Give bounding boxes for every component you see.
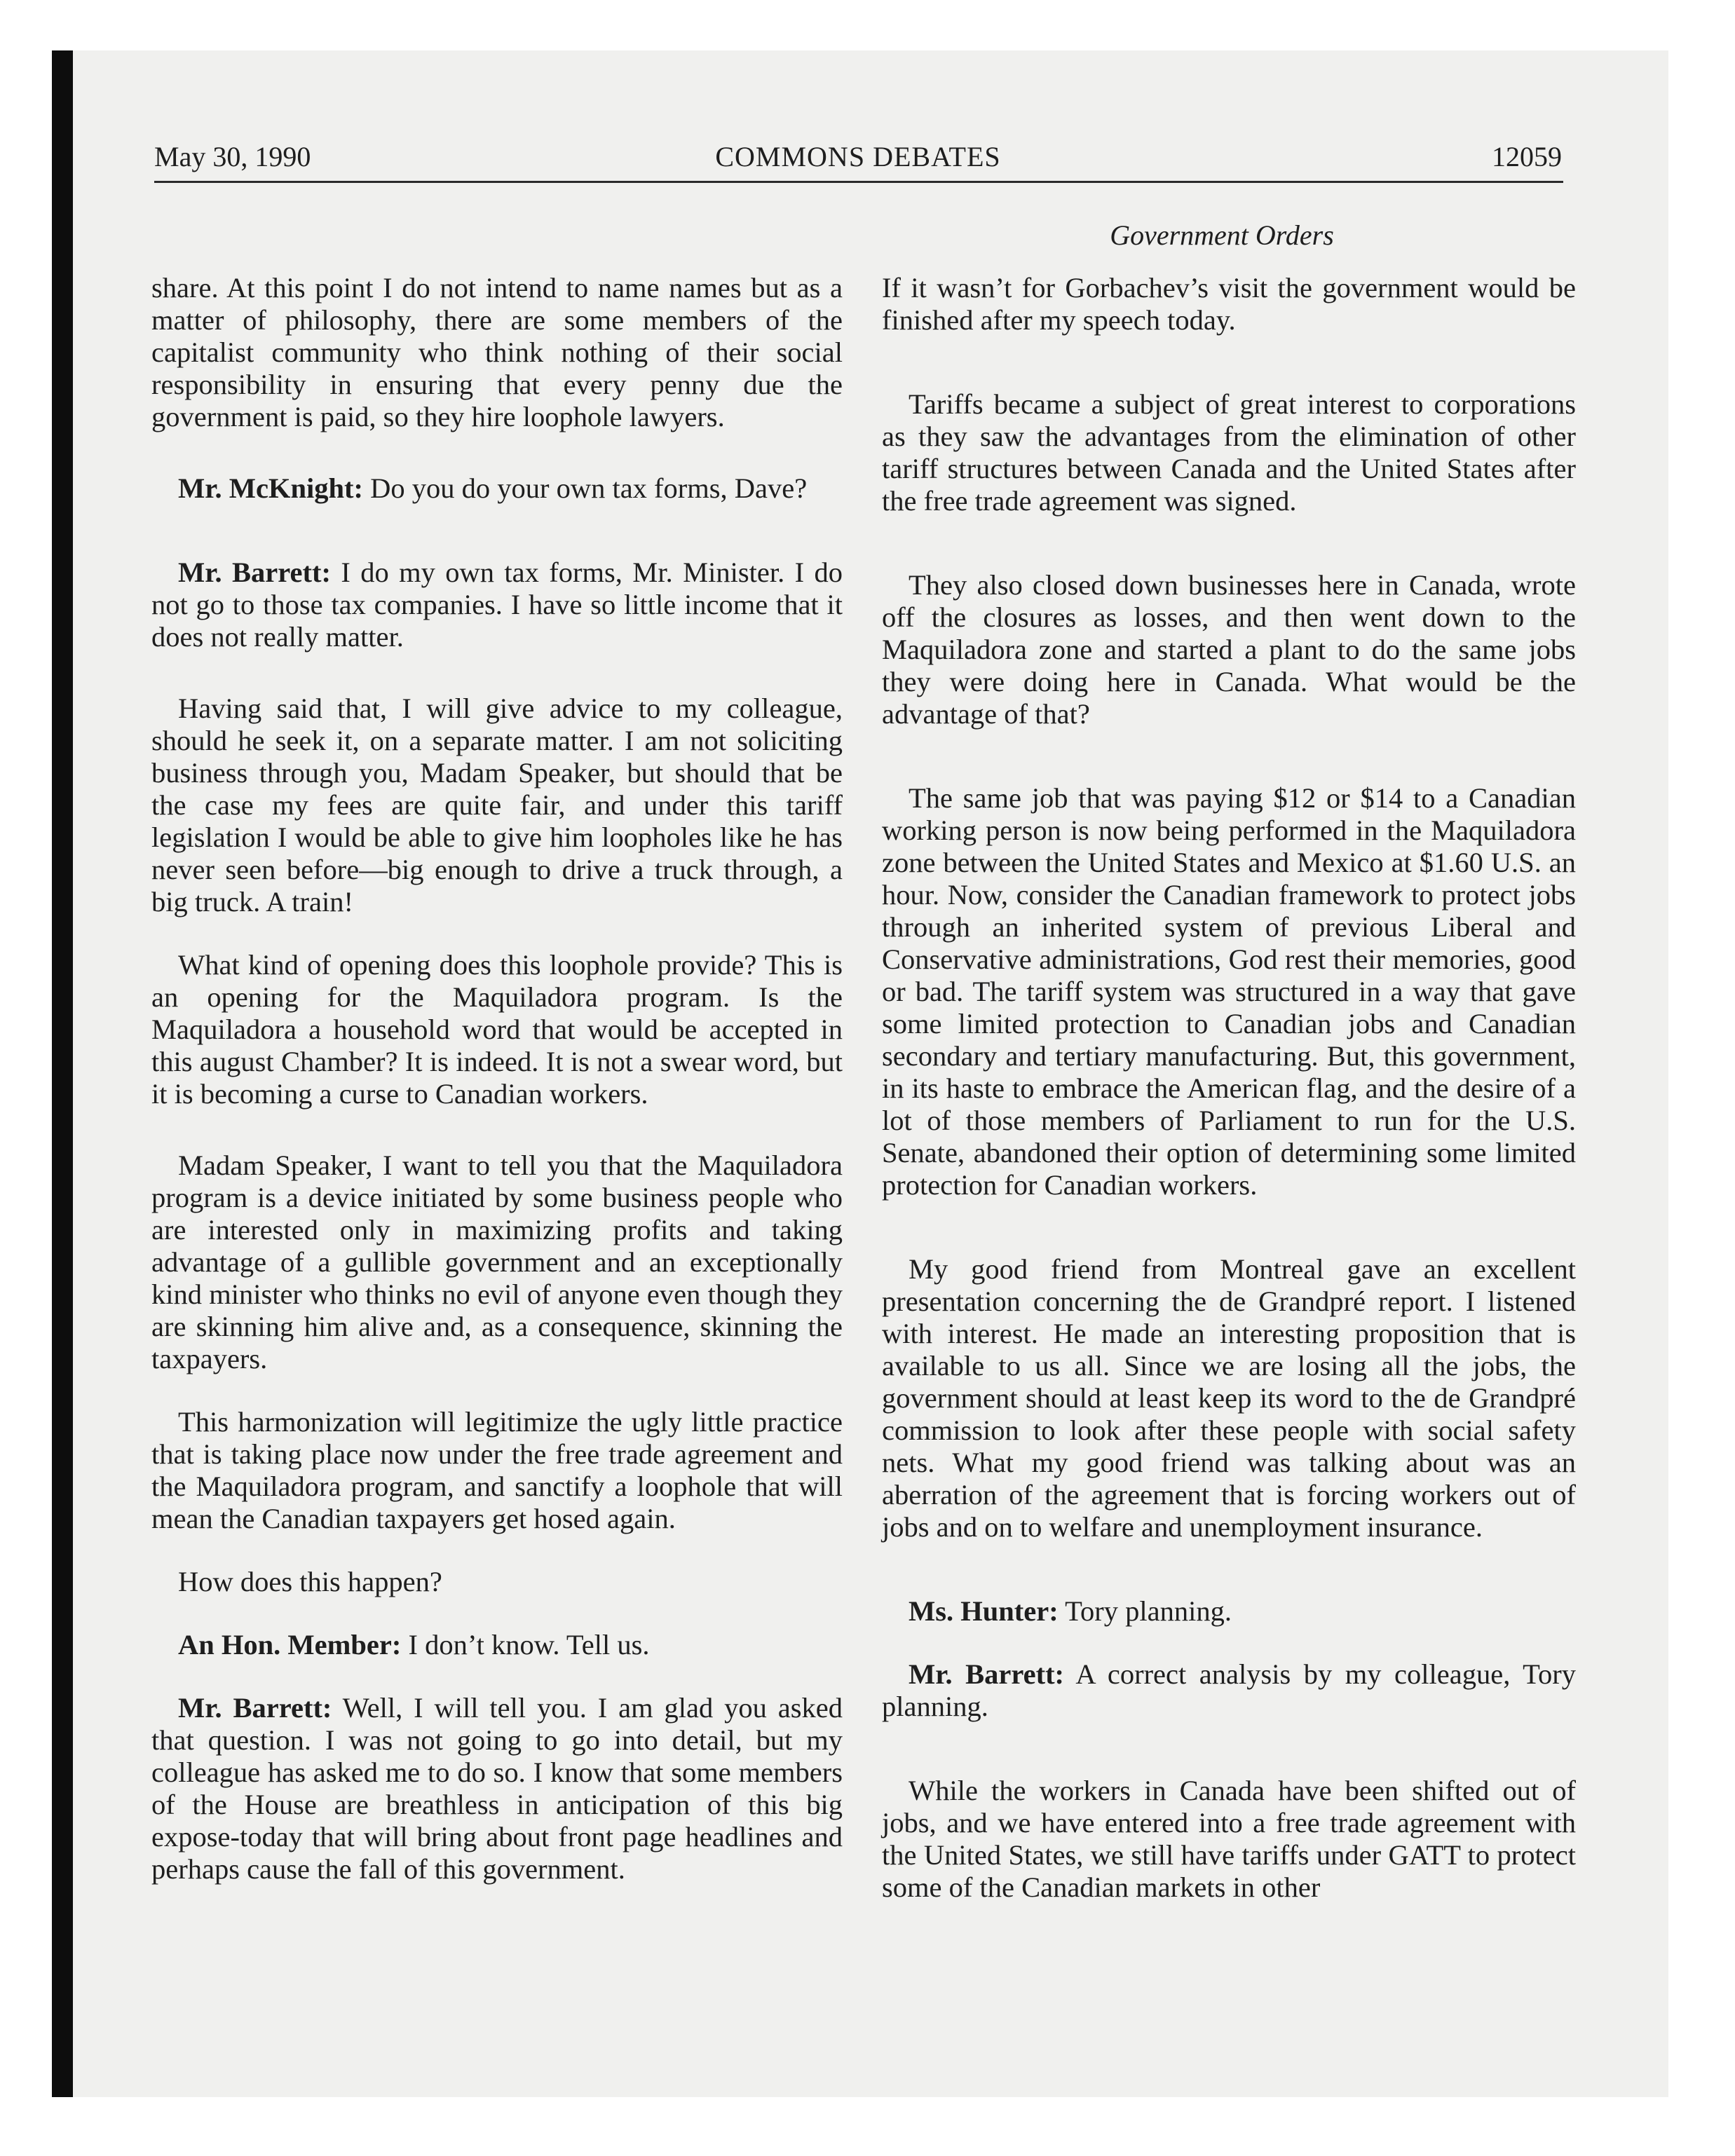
paragraph	[882, 569, 1576, 730]
speaker-name: Mr. Barrett:	[178, 1692, 332, 1724]
paragraph	[151, 272, 843, 433]
header-rule	[154, 181, 1563, 183]
paragraph-text: A correct analysis by my colleague, Tory planning.	[882, 1658, 1576, 1722]
section-label: Government Orders	[1110, 219, 1334, 251]
paragraph-text: What kind of opening does this loophole provide? This is an opening for the Maquiladora program. Is the Maquiladora a household word that would be accepted in this august Chamber? It is indeed. It is not a swear word, but it is becoming a curse to Canadian workers.	[151, 949, 843, 1110]
paragraph-text: This harmonization will legitimize the ugly little practice that is taking place now under the free trade agreement and the Maquiladora program, and sanctify a loophole that will mean the Canadian taxpayers get hosed again.	[151, 1406, 843, 1534]
scan-edge-shadow	[52, 50, 73, 2097]
page-header	[154, 140, 1562, 182]
paragraph-text: Do you do your own tax forms, Dave?	[370, 472, 808, 504]
speaker-name: Mr. Barrett:	[178, 557, 331, 588]
paragraph	[882, 1253, 1576, 1543]
left-column	[151, 272, 843, 1925]
paragraph-text: My good friend from Montreal gave an excellent presentation concerning the de Grandpré report. I listened with interest. He made an interesting proposition that is available to us all. Since we are losing all the jobs, the government should at least keep its word to the de Grandpré commission to look after these people with social safety nets. What my good friend was talking about was an aberration of the agreement that is forcing workers out of jobs and on to welfare and unemployment insurance.	[882, 1253, 1576, 1543]
paragraph-text: How does this happen?	[178, 1566, 442, 1597]
paragraph	[882, 1775, 1576, 1904]
speech-paragraph	[882, 1595, 1576, 1628]
paragraph-text: share. At this point I do not intend to name names but as a matter of philosophy, there are some members of the capitalist community who think nothing of their social responsibility in ensuring that every penny due the government is paid, so they hire loophole lawyers.	[151, 272, 843, 432]
speech-paragraph	[151, 472, 843, 505]
speaker-name: Ms. Hunter:	[909, 1595, 1059, 1627]
paragraph	[151, 949, 843, 1110]
paragraph-text: Tariffs became a subject of great interest to corporations as they saw the advantages from the elimination of other tariff structures between Canada and the United States after the free trade agreement was signed.	[882, 388, 1576, 517]
paragraph	[151, 1566, 843, 1598]
paragraph	[882, 272, 1576, 336]
paragraph	[882, 388, 1576, 517]
paragraph	[151, 692, 843, 918]
paragraph-text: Tory planning.	[1065, 1595, 1232, 1627]
paragraph	[882, 782, 1576, 1201]
paragraph-text: Madam Speaker, I want to tell you that the Maquiladora program is a device initiated by some business people who are interested only in maximizing profits and taking advantage of a gullible government and an exceptionally kind minister who thinks no evil of anyone even though they are skinning him alive and, as a consequence, skinning the taxpayers.	[151, 1149, 843, 1374]
paragraph-text: The same job that was paying $12 or $14 to a Canadian working person is now being performed in the Maquiladora zone between the United States and Mexico at $1.60 U.S. an hour. Now, consider the Canadian framework to protect jobs through an inherited system of previous Liberal and Conservative administrations, God rest their memories, good or bad. The tariff system was structured in a way that gave some limited protection to Canadian jobs and Canadian secondary and tertiary manufacturing. But, this government, in its haste to embrace the American flag, and the desire of a lot of those members of Parliament to run for the U.S. Senate, abandoned their option of determining some limited protection for Canadian workers.	[882, 782, 1576, 1201]
paragraph-text: Having said that, I will give advice to my colleague, should he seek it, on a separate matter. I am not soliciting business through you, Madam Speaker, but should that be the case my fees are quite fair, and under this tariff legislation I would be able to give him loopholes like he has never seen before—big enough to drive a truck through, a big truck. A train!	[151, 692, 843, 917]
right-column	[882, 272, 1576, 1943]
speaker-name: Mr. McKnight:	[178, 472, 363, 504]
paragraph-text: If it wasn’t for Gorbachev’s visit the government would be finished after my speech today.	[882, 272, 1576, 336]
speech-paragraph	[151, 557, 843, 653]
paragraph	[151, 1149, 843, 1375]
speech-paragraph	[151, 1629, 843, 1661]
header-page-number: 12059	[1492, 141, 1562, 172]
speech-paragraph	[151, 1692, 843, 1885]
paragraph-text: I don’t know. Tell us.	[408, 1629, 650, 1660]
header-title: COMMONS DEBATES	[715, 141, 1001, 172]
speaker-name: An Hon. Member:	[178, 1629, 402, 1660]
header-date: May 30, 1990	[154, 141, 311, 172]
paragraph-text: I do my own tax forms, Mr. Minister. I do not go to those tax companies. I have so little income that it does not really matter.	[151, 557, 843, 653]
speech-paragraph	[882, 1658, 1576, 1723]
paragraph-text: While the workers in Canada have been shifted out of jobs, and we have entered into a free trade agreement with the United States, we still have tariffs under GATT to protect some of the Canadian markets in other	[882, 1775, 1576, 1903]
paragraph	[151, 1406, 843, 1535]
paragraph-text: They also closed down businesses here in Canada, wrote off the closures as losses, and then went down to the Maquiladora zone and started a plant to do the same jobs they were doing here in Canada. What would be the advantage of that?	[882, 569, 1576, 730]
paragraph-text: Well, I will tell you. I am glad you asked that question. I was not going to go into detail, but my colleague has asked me to do so. I know that some members of the House are breathless in anticipation of this big expose-today that will bring about front page headlines and perhaps cause the fall of this government.	[151, 1692, 843, 1885]
speaker-name: Mr. Barrett:	[909, 1658, 1065, 1690]
